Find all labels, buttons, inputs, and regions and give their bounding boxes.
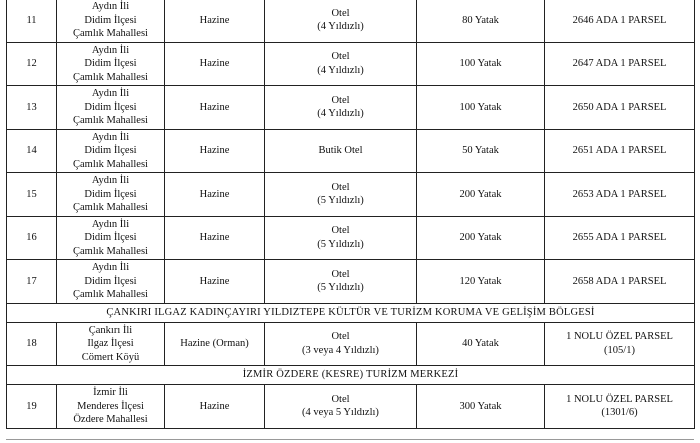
location-cell-line: Özdere Mahallesi bbox=[73, 414, 148, 425]
usage-cell-line: (4 Yıldızlı) bbox=[317, 21, 364, 33]
section-title: İZMİR ÖZDERE (KESRE) TURİZM MERKEZİ bbox=[7, 366, 695, 385]
usage-cell-line: (3 veya 4 Yıldızlı) bbox=[302, 344, 379, 356]
usage-cell bbox=[265, 42, 417, 86]
row-number-cell: 19 bbox=[7, 385, 57, 429]
parcel-cell-line: (105/1) bbox=[604, 344, 635, 356]
owner-cell: Hazine bbox=[165, 260, 265, 304]
usage-cell bbox=[265, 0, 417, 42]
location-cell-line: Didim İlçesi bbox=[84, 14, 137, 26]
usage-cell bbox=[265, 260, 417, 304]
owner-cell: Hazine (Orman) bbox=[165, 322, 265, 366]
location-cell-line: Aydın İli bbox=[91, 44, 130, 56]
usage-cell-line: Otel bbox=[331, 225, 350, 237]
location-cell bbox=[57, 216, 165, 260]
capacity-cell: 50 Yatak bbox=[417, 129, 545, 173]
table-row bbox=[7, 260, 695, 304]
location-cell bbox=[57, 260, 165, 304]
row-number-cell: 18 bbox=[7, 322, 57, 366]
parcel-cell-line: 2647 ADA 1 PARSEL bbox=[572, 58, 667, 69]
table-row bbox=[7, 42, 695, 86]
usage-cell bbox=[265, 86, 417, 130]
usage-cell bbox=[265, 129, 417, 173]
row-number-cell: 14 bbox=[7, 129, 57, 173]
location-cell-line: Çankırı İli bbox=[88, 324, 133, 336]
capacity-cell: 40 Yatak bbox=[417, 322, 545, 366]
table-row bbox=[7, 86, 695, 130]
usage-cell-line: (5 Yıldızlı) bbox=[317, 282, 364, 294]
row-number-cell: 13 bbox=[7, 86, 57, 130]
usage-cell-line: (4 Yıldızlı) bbox=[317, 108, 364, 120]
parcel-cell-line: 2658 ADA 1 PARSEL bbox=[572, 275, 667, 287]
owner-cell: Hazine bbox=[165, 42, 265, 86]
capacity-cell: 120 Yatak bbox=[417, 260, 545, 304]
table-row bbox=[7, 216, 695, 260]
location-cell-line: Ilgaz İlçesi bbox=[87, 338, 134, 349]
parcel-cell bbox=[545, 129, 695, 173]
location-cell bbox=[57, 0, 165, 42]
parcel-cell-line: 1 NOLU ÖZEL PARSEL bbox=[566, 393, 673, 405]
page-bottom-rule bbox=[6, 439, 694, 442]
parcel-cell-line: 2653 ADA 1 PARSEL bbox=[572, 188, 667, 200]
parcel-table bbox=[6, 0, 695, 429]
row-number-cell: 16 bbox=[7, 216, 57, 260]
parcel-cell bbox=[545, 86, 695, 130]
parcel-cell-line: 2651 ADA 1 PARSEL bbox=[572, 145, 667, 156]
usage-cell-line: (4 Yıldızlı) bbox=[317, 64, 364, 76]
parcel-cell-line: 1 NOLU ÖZEL PARSEL bbox=[566, 331, 673, 343]
row-number-cell: 15 bbox=[7, 173, 57, 217]
usage-cell bbox=[265, 322, 417, 366]
parcel-cell bbox=[545, 385, 695, 429]
capacity-cell: 200 Yatak bbox=[417, 173, 545, 217]
parcel-cell bbox=[545, 216, 695, 260]
usage-cell-line: Otel bbox=[331, 331, 350, 343]
section-header-row bbox=[7, 303, 695, 322]
location-cell bbox=[57, 322, 165, 366]
owner-cell: Hazine bbox=[165, 216, 265, 260]
capacity-cell: 300 Yatak bbox=[417, 385, 545, 429]
location-cell-line: Aydın İli bbox=[91, 1, 130, 12]
owner-cell: Hazine bbox=[165, 385, 265, 429]
owner-cell: Hazine bbox=[165, 86, 265, 130]
location-cell-line: Aydın İli bbox=[91, 218, 130, 230]
table-row bbox=[7, 0, 695, 42]
usage-cell-line: Otel bbox=[331, 268, 350, 280]
location-cell bbox=[57, 86, 165, 130]
usage-cell-line: Otel bbox=[331, 94, 350, 106]
table-row bbox=[7, 129, 695, 173]
location-cell-line: Aydın İli bbox=[91, 175, 130, 186]
location-cell bbox=[57, 129, 165, 173]
location-cell-line: Aydın İli bbox=[91, 131, 130, 143]
location-cell-line: Didim İlçesi bbox=[84, 101, 137, 113]
usage-cell-line: Otel bbox=[331, 51, 350, 63]
location-cell-line: Çamlık Mahallesi bbox=[73, 115, 148, 126]
owner-cell: Hazine bbox=[165, 129, 265, 173]
usage-cell bbox=[265, 216, 417, 260]
row-number-cell: 11 bbox=[7, 0, 57, 42]
location-cell-line: Çamlık Mahallesi bbox=[73, 71, 148, 83]
location-cell-line: Çamlık Mahallesi bbox=[73, 202, 148, 213]
owner-cell: Hazine bbox=[165, 173, 265, 217]
location-cell-line: Çamlık Mahallesi bbox=[73, 158, 148, 170]
usage-cell-line: Butik Otel bbox=[318, 145, 363, 156]
location-cell-line: Çamlık Mahallesi bbox=[73, 289, 148, 300]
table-row bbox=[7, 385, 695, 429]
row-number-cell: 12 bbox=[7, 42, 57, 86]
owner-cell: Hazine bbox=[165, 0, 265, 42]
location-cell bbox=[57, 42, 165, 86]
parcel-cell-line: 2650 ADA 1 PARSEL bbox=[572, 101, 667, 113]
capacity-cell: 200 Yatak bbox=[417, 216, 545, 260]
location-cell bbox=[57, 385, 165, 429]
table-row bbox=[7, 322, 695, 366]
location-cell-line: Menderes İlçesi bbox=[77, 400, 144, 412]
table-body bbox=[7, 0, 695, 428]
parcel-cell-line: 2655 ADA 1 PARSEL bbox=[572, 232, 667, 243]
parcel-cell bbox=[545, 260, 695, 304]
usage-cell bbox=[265, 173, 417, 217]
location-cell-line: Aydın İli bbox=[91, 88, 130, 99]
location-cell-line: Çamlık Mahallesi bbox=[73, 245, 148, 257]
usage-cell-line: (5 Yıldızlı) bbox=[317, 195, 364, 207]
location-cell-line: Didim İlçesi bbox=[84, 232, 137, 243]
location-cell-line: Aydın İli bbox=[91, 262, 130, 273]
capacity-cell: 100 Yatak bbox=[417, 42, 545, 86]
usage-cell-line: Otel bbox=[331, 393, 350, 405]
location-cell bbox=[57, 173, 165, 217]
location-cell-line: Didim İlçesi bbox=[84, 58, 137, 69]
table-row bbox=[7, 173, 695, 217]
parcel-cell-line: 2646 ADA 1 PARSEL bbox=[572, 14, 667, 26]
capacity-cell: 100 Yatak bbox=[417, 86, 545, 130]
location-cell-line: Çamlık Mahallesi bbox=[73, 28, 148, 39]
location-cell-line: Didim İlçesi bbox=[84, 188, 137, 200]
location-cell-line: Cömert Köyü bbox=[81, 351, 140, 363]
parcel-cell bbox=[545, 173, 695, 217]
capacity-cell: 80 Yatak bbox=[417, 0, 545, 42]
location-cell-line: Didim İlçesi bbox=[84, 145, 137, 156]
usage-cell-line: (5 Yıldızlı) bbox=[317, 238, 364, 250]
location-cell-line: İzmir İli bbox=[93, 387, 128, 398]
row-number-cell: 17 bbox=[7, 260, 57, 304]
usage-cell-line: Otel bbox=[331, 181, 350, 193]
parcel-cell bbox=[545, 0, 695, 42]
parcel-cell bbox=[545, 42, 695, 86]
usage-cell-line: Otel bbox=[331, 7, 350, 19]
usage-cell-line: (4 veya 5 Yıldızlı) bbox=[302, 407, 379, 419]
location-cell-line: Didim İlçesi bbox=[84, 275, 137, 287]
section-header-row bbox=[7, 366, 695, 385]
section-title: ÇANKIRI ILGAZ KADINÇAYIRI YILDIZTEPE KÜLTÜR VE TURİZM KORUMA VE GELİŞİM BÖLGESİ bbox=[7, 303, 695, 322]
usage-cell bbox=[265, 385, 417, 429]
parcel-cell bbox=[545, 322, 695, 366]
parcel-cell-line: (1301/6) bbox=[601, 407, 638, 419]
